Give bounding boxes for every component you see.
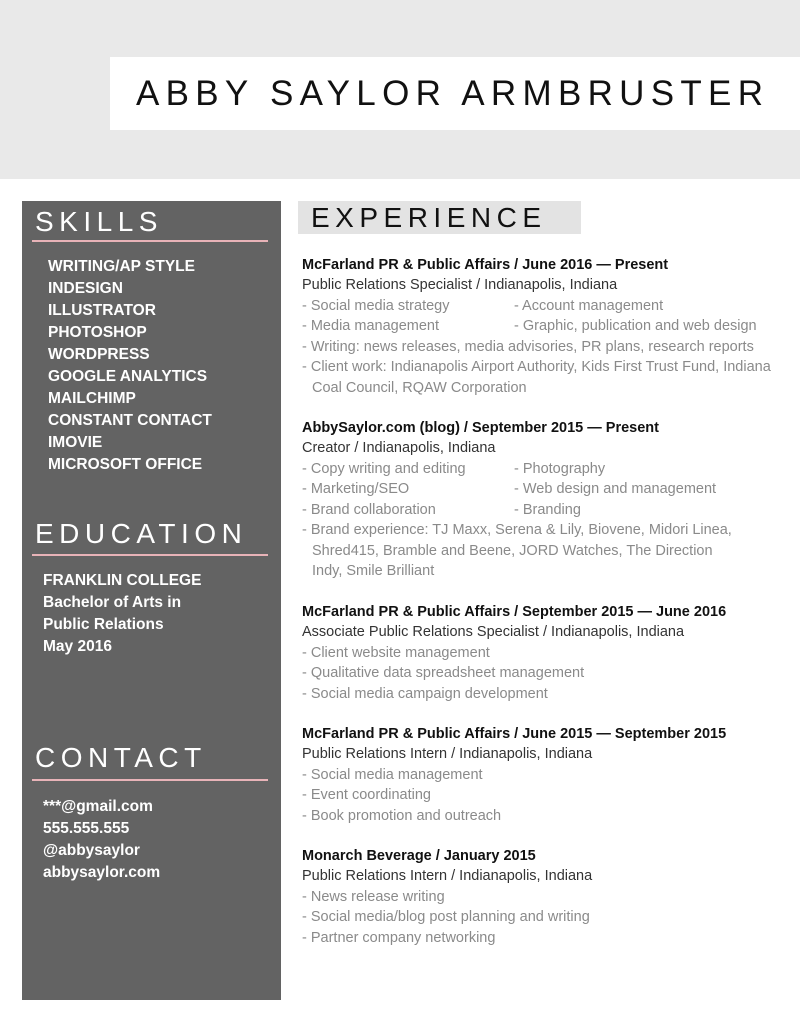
education-major: Public Relations <box>43 616 164 633</box>
contact-divider <box>32 779 268 781</box>
job-bullet: - Writing: news releases, media advisories, PR plans, research reports <box>302 338 754 355</box>
job-entry <box>302 255 792 398</box>
job-bullet: - Media management <box>302 318 440 334</box>
contact-heading: CONTACT <box>35 742 207 773</box>
skill-item: PHOTOSHOP <box>48 324 147 341</box>
job-title: Monarch Beverage / January 2015 <box>302 848 536 864</box>
contact-list <box>43 796 160 884</box>
skill-item: GOOGLE ANALYTICS <box>48 368 208 385</box>
job-bullet: - Book promotion and outreach <box>302 807 502 824</box>
contact-phone: 555.555.555 <box>43 820 130 837</box>
skills-list <box>48 256 212 476</box>
job-bullets <box>302 337 792 399</box>
job-bullet: - Social media campaign development <box>302 685 548 702</box>
contact-email: ***@gmail.com <box>43 798 153 815</box>
job-bullet: - Client work: Indianapolis Airport Authority, Kids First Trust Fund, Indiana Coal Council, RQAW Corporation <box>302 359 771 396</box>
job-bullet: - Brand collaboration <box>302 501 436 518</box>
job-bullet: - Copy writing and editing <box>302 460 466 477</box>
job-bullet: - Social media strategy <box>302 297 450 314</box>
education-date: May 2016 <box>43 638 112 655</box>
skill-item: ILLUSTRATOR <box>48 302 156 319</box>
skill-item: WRITING/AP STYLE <box>48 258 195 275</box>
contact-website: abbysaylor.com <box>43 864 161 881</box>
job-bullet: - Client website management <box>302 644 490 661</box>
job-role: Public Relations Specialist / Indianapolis, Indiana <box>302 277 618 293</box>
skill-item: IMOVIE <box>48 434 103 451</box>
education-divider <box>32 554 268 556</box>
skill-item: MAILCHIMP <box>48 390 136 407</box>
job-bullet: - Graphic, publication and web design <box>514 318 757 334</box>
job-bullets <box>302 887 792 949</box>
resume-name: ABBY SAYLOR ARMBRUSTER <box>136 74 770 113</box>
education-degree: Bachelor of Arts in <box>43 594 182 611</box>
job-bullet: - News release writing <box>302 888 445 905</box>
job-title: McFarland PR & Public Affairs / June 2015 — September 2015 <box>302 726 727 742</box>
job-entry <box>302 724 792 826</box>
skill-item: WORDPRESS <box>48 346 150 363</box>
job-title: McFarland PR & Public Affairs / September 2015 — June 2016 <box>302 604 727 620</box>
job-title: McFarland PR & Public Affairs / June 2016 — Present <box>302 257 669 273</box>
job-bullet: - Branding <box>514 501 581 518</box>
education-school: FRANKLIN COLLEGE <box>43 572 202 589</box>
job-bullet: - Photography <box>514 460 606 477</box>
job-entry <box>302 846 792 948</box>
job-bullet: - Partner company networking <box>302 929 496 946</box>
job-bullet: - Account management <box>514 297 664 314</box>
education-list <box>43 570 201 658</box>
job-bullet: - Web design and management <box>514 481 717 497</box>
job-role: Public Relations Intern / Indianapolis, Indiana <box>302 746 593 762</box>
job-role: Associate Public Relations Specialist / Indianapolis, Indiana <box>302 624 685 640</box>
job-bullet: - Social media management <box>302 766 483 783</box>
education-heading: EDUCATION <box>35 518 248 549</box>
job-entry <box>302 602 792 704</box>
job-bullets <box>302 643 792 705</box>
job-bullet: - Event coordinating <box>302 787 431 803</box>
job-role: Creator / Indianapolis, Indiana <box>302 440 496 456</box>
job-bullets-grid <box>302 296 792 337</box>
job-role: Public Relations Intern / Indianapolis, Indiana <box>302 868 593 884</box>
skill-item: INDESIGN <box>48 280 123 297</box>
job-title: AbbySaylor.com (blog) / September 2015 — Present <box>302 420 659 436</box>
job-bullets <box>302 520 792 582</box>
skills-divider <box>32 240 268 242</box>
job-bullets <box>302 765 792 827</box>
experience-heading: EXPERIENCE <box>311 202 547 233</box>
job-bullet: - Social media/blog post planning and writing <box>302 909 590 925</box>
skill-item: MICROSOFT OFFICE <box>48 456 203 473</box>
job-entry <box>302 418 792 582</box>
job-bullet: - Qualitative data spreadsheet management <box>302 665 585 681</box>
job-bullet: - Brand experience: TJ Maxx, Serena & Lily, Biovene, Midori Linea, Shred415, Bramble and Beene, JORD Watches, The Direction Indy, Smile Brilliant <box>302 522 732 579</box>
job-bullet: - Marketing/SEO <box>302 481 410 497</box>
skill-item: CONSTANT CONTACT <box>48 412 212 429</box>
job-bullets-grid <box>302 459 792 521</box>
skills-heading: SKILLS <box>35 206 163 237</box>
contact-handle: @abbysaylor <box>43 842 140 859</box>
